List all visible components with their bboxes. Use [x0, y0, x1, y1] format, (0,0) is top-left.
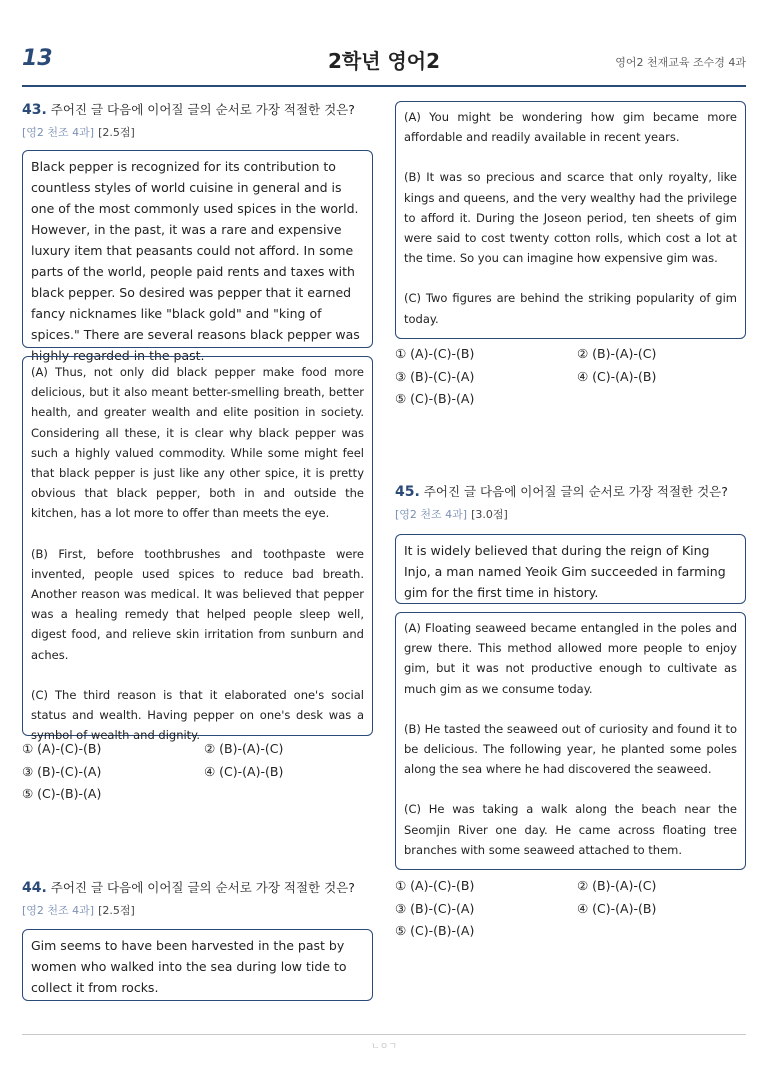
- question-source: [영2 천조 4과]: [22, 904, 95, 917]
- question-44-prompt: [22, 877, 372, 922]
- page-subtitle: 영어2 천재교육 조수경 4과: [615, 56, 746, 69]
- choice-4[interactable]: ④ (C)-(A)-(B): [204, 763, 284, 779]
- given-passage-text: Black pepper is recognized for its contribution to countless styles of world cuisine in general and is one of the most commonly used spices in the world. However, in the past, it was a rare and expensive luxury item that peasants could not afford. In some parts of the world, people paid rents and taxes with black pepper. So desired was pepper that it earned fancy nicknames like "black gold" and "king of spices." There are several reasons black pepper was highly regarded in the past.: [31, 159, 360, 363]
- question-source: [영2 천조 4과]: [395, 508, 468, 521]
- choice-2[interactable]: ② (B)-(A)-(C): [577, 878, 657, 893]
- question-43-choices: [22, 738, 386, 806]
- question-text: 주어진 글 다음에 이어질 글의 순서로 가장 적절한 것은?: [50, 102, 355, 117]
- choice-1[interactable]: ① (A)-(C)-(B): [395, 878, 475, 893]
- question-43-prompt: [22, 99, 372, 144]
- question-45-choices: [395, 875, 759, 943]
- choice-4[interactable]: ④ (C)-(A)-(B): [577, 900, 657, 916]
- choice-3[interactable]: ③ (B)-(C)-(A): [22, 763, 102, 779]
- passage-a: (A) Thus, not only did black pepper make food more delicious, but it also meant better-smelling breath, better health, and greater wealth and elite position in society. Considering all these, it is clear why black pepper was such a highly valued commodity. While some might feel that black pepper is just like any other spice, it is pretty obvious that black pepper, both in and outside the kitchen, has a lot more to offer than meets the eye.: [31, 365, 364, 521]
- footer-divider: [22, 1034, 746, 1035]
- passage-c: (C) Two figures are behind the striking popularity of gim today.: [404, 291, 737, 326]
- question-44-passage-options: [395, 101, 746, 339]
- choice-5[interactable]: ⑤ (C)-(B)-(A): [395, 391, 475, 406]
- question-points: [2.5점]: [98, 904, 135, 917]
- passage-b: (B) First, before toothbrushes and toothpaste were invented, people used spices to reduce bad breath. Another reason was medical. It was believed that pepper was a healing remedy that helped people sleep well, digest food, and relieve skin irritation from sunburn and aches.: [31, 546, 364, 662]
- question-number: 45.: [395, 484, 420, 500]
- passage-c: (C) He was taking a walk along the beach near the Seomjin River one day. He came across floating tree branches with some seaweed attached to them.: [404, 802, 737, 857]
- page-title: 2학년 영어2: [327, 49, 441, 73]
- given-passage-text: It is widely believed that during the reign of King Injo, a man named Yeoik Gim succeeded in farming gim for the first time in history.: [404, 543, 726, 600]
- question-43-passage-options: [22, 356, 373, 743]
- passage-c: (C) The third reason is that it elaborated one's social status and wealth. Having pepper on one's desk was a symbol of wealth and dignity.: [31, 687, 364, 743]
- question-points: [2.5점]: [98, 126, 135, 139]
- header-divider: [22, 85, 746, 87]
- choice-2[interactable]: ② (B)-(A)-(C): [204, 741, 284, 756]
- choice-5[interactable]: ⑤ (C)-(B)-(A): [395, 923, 475, 938]
- choice-4[interactable]: ④ (C)-(A)-(B): [577, 368, 657, 384]
- question-44-given-passage: [22, 929, 373, 1001]
- question-source: [영2 천조 4과]: [22, 126, 95, 139]
- choice-2[interactable]: ② (B)-(A)-(C): [577, 346, 657, 361]
- choice-3[interactable]: ③ (B)-(C)-(A): [395, 368, 475, 384]
- question-number: 43.: [22, 102, 47, 118]
- choice-1[interactable]: ① (A)-(C)-(B): [22, 741, 102, 756]
- passage-b: (B) It was so precious and scarce that only royalty, like kings and queens, and the very wealthy had the privilege to afford it. During the Joseon period, ten sheets of gim were said to cost twenty cotton rolls, which cost a lot at the time. So you can imagine how expensive gim was.: [404, 170, 737, 266]
- question-45-given-passage: [395, 534, 746, 604]
- question-points: [3.0점]: [471, 508, 508, 521]
- choice-5[interactable]: ⑤ (C)-(B)-(A): [22, 786, 102, 801]
- question-45-prompt: [395, 481, 746, 526]
- page-number: 13: [22, 46, 53, 71]
- passage-a: (A) You might be wondering how gim became more affordable and readily available in recent years.: [404, 110, 737, 145]
- question-text: 주어진 글 다음에 이어질 글의 순서로 가장 적절한 것은?: [423, 484, 728, 499]
- passage-b: (B) He tasted the seaweed out of curiosity and found it to be delicious. The following year, he planted some poles along the sea where he had discovered the seaweed.: [404, 721, 737, 777]
- question-number: 44.: [22, 880, 47, 896]
- footer-mark: ㄴㅇㄱ: [370, 1042, 398, 1052]
- choice-3[interactable]: ③ (B)-(C)-(A): [395, 900, 475, 916]
- passage-a: (A) Floating seaweed became entangled in the poles and grew there. This method allowed more people to enjoy gim, but it was not productive enough to cultivate as much gim as we consume today.: [404, 621, 737, 696]
- question-text: 주어진 글 다음에 이어질 글의 순서로 가장 적절한 것은?: [50, 880, 355, 895]
- question-43-given-passage: [22, 150, 373, 363]
- choice-1[interactable]: ① (A)-(C)-(B): [395, 346, 475, 361]
- given-passage-text: Gim seems to have been harvested in the past by women who walked into the sea during low tide to collect it from rocks.: [31, 938, 347, 995]
- question-44-choices: [395, 343, 759, 411]
- question-45-passage-options: [395, 612, 746, 870]
